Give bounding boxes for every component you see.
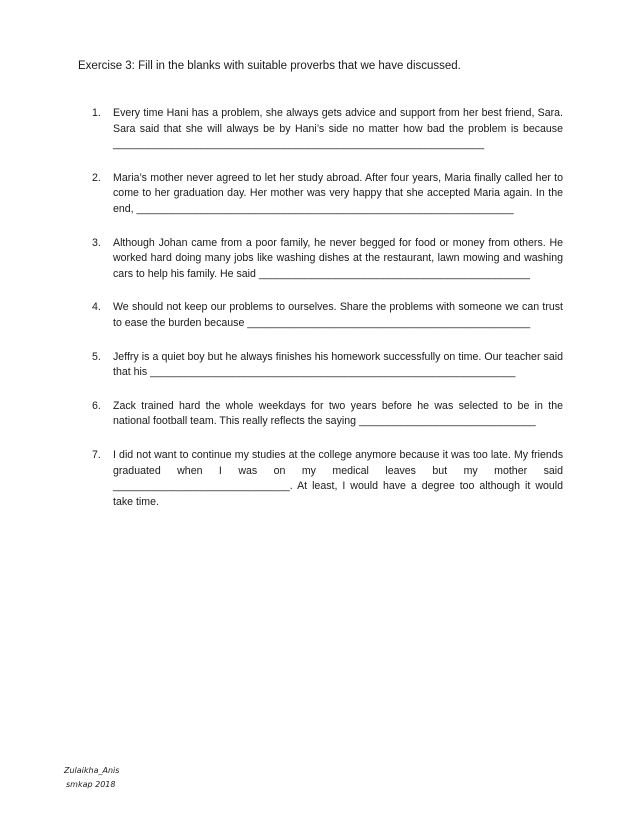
exercise-title: Exercise 3: Fill in the blanks with suitable proverbs that we have discussed. xyxy=(78,60,461,72)
question-text: Zack trained hard the whole weekdays for two years before he was selected to be in the national football team. This really reflects the saying ______________________________ xyxy=(113,399,563,428)
question-number: 2. xyxy=(92,171,101,184)
footer-source: smkap 2018 xyxy=(66,780,116,789)
question-text: Jeffry is a quiet boy but he always finishes his homework successfully on time. Our teacher said that his ______________________________________________________________ xyxy=(113,350,563,379)
question-text: Every time Hani has a problem, she always gets advice and support from her best friend, Sara. Sara said that she will always be by Hani’s side no matter how bad the problem is because _______________________________________________________________ xyxy=(113,107,563,151)
question-text: Although Johan came from a poor family, he never begged for food or money from others. He worked hard doing many jobs like washing dishes at the restaurant, lawn mowing and washing cars to help his family. He said ______________________________________________ xyxy=(113,236,563,280)
footer-author: Zulaikha_Anis xyxy=(64,766,120,775)
question-item xyxy=(92,171,563,218)
question-item xyxy=(92,448,563,510)
question-list xyxy=(92,106,563,528)
question-number: 7. xyxy=(92,448,101,461)
question-number: 6. xyxy=(92,399,101,412)
question-text: We should not keep our problems to ourselves. Share the problems with someone we can trust to ease the burden because ________________________________________________ xyxy=(113,301,563,329)
question-number: 5. xyxy=(92,350,101,363)
question-item xyxy=(92,106,563,153)
question-text: Maria’s mother never agreed to let her study abroad. After four years, Maria finally called her to come to her graduation day. Her mother was very happy that she accepted Maria again. In the end, ________________________________________________________________ xyxy=(113,171,563,215)
question-item xyxy=(92,300,563,331)
question-number: 4. xyxy=(92,301,101,314)
question-number: 1. xyxy=(92,107,101,119)
question-item xyxy=(92,350,563,381)
question-item xyxy=(92,399,563,430)
footer-credit xyxy=(64,764,119,792)
question-item xyxy=(92,236,563,283)
question-text: I did not want to continue my studies at the college anymore because it was too late. My friends graduated when I was on my medical leaves but my mother said ______________________________. At least, I would have a degree too although it would take time. xyxy=(113,448,563,508)
question-number: 3. xyxy=(92,236,101,249)
